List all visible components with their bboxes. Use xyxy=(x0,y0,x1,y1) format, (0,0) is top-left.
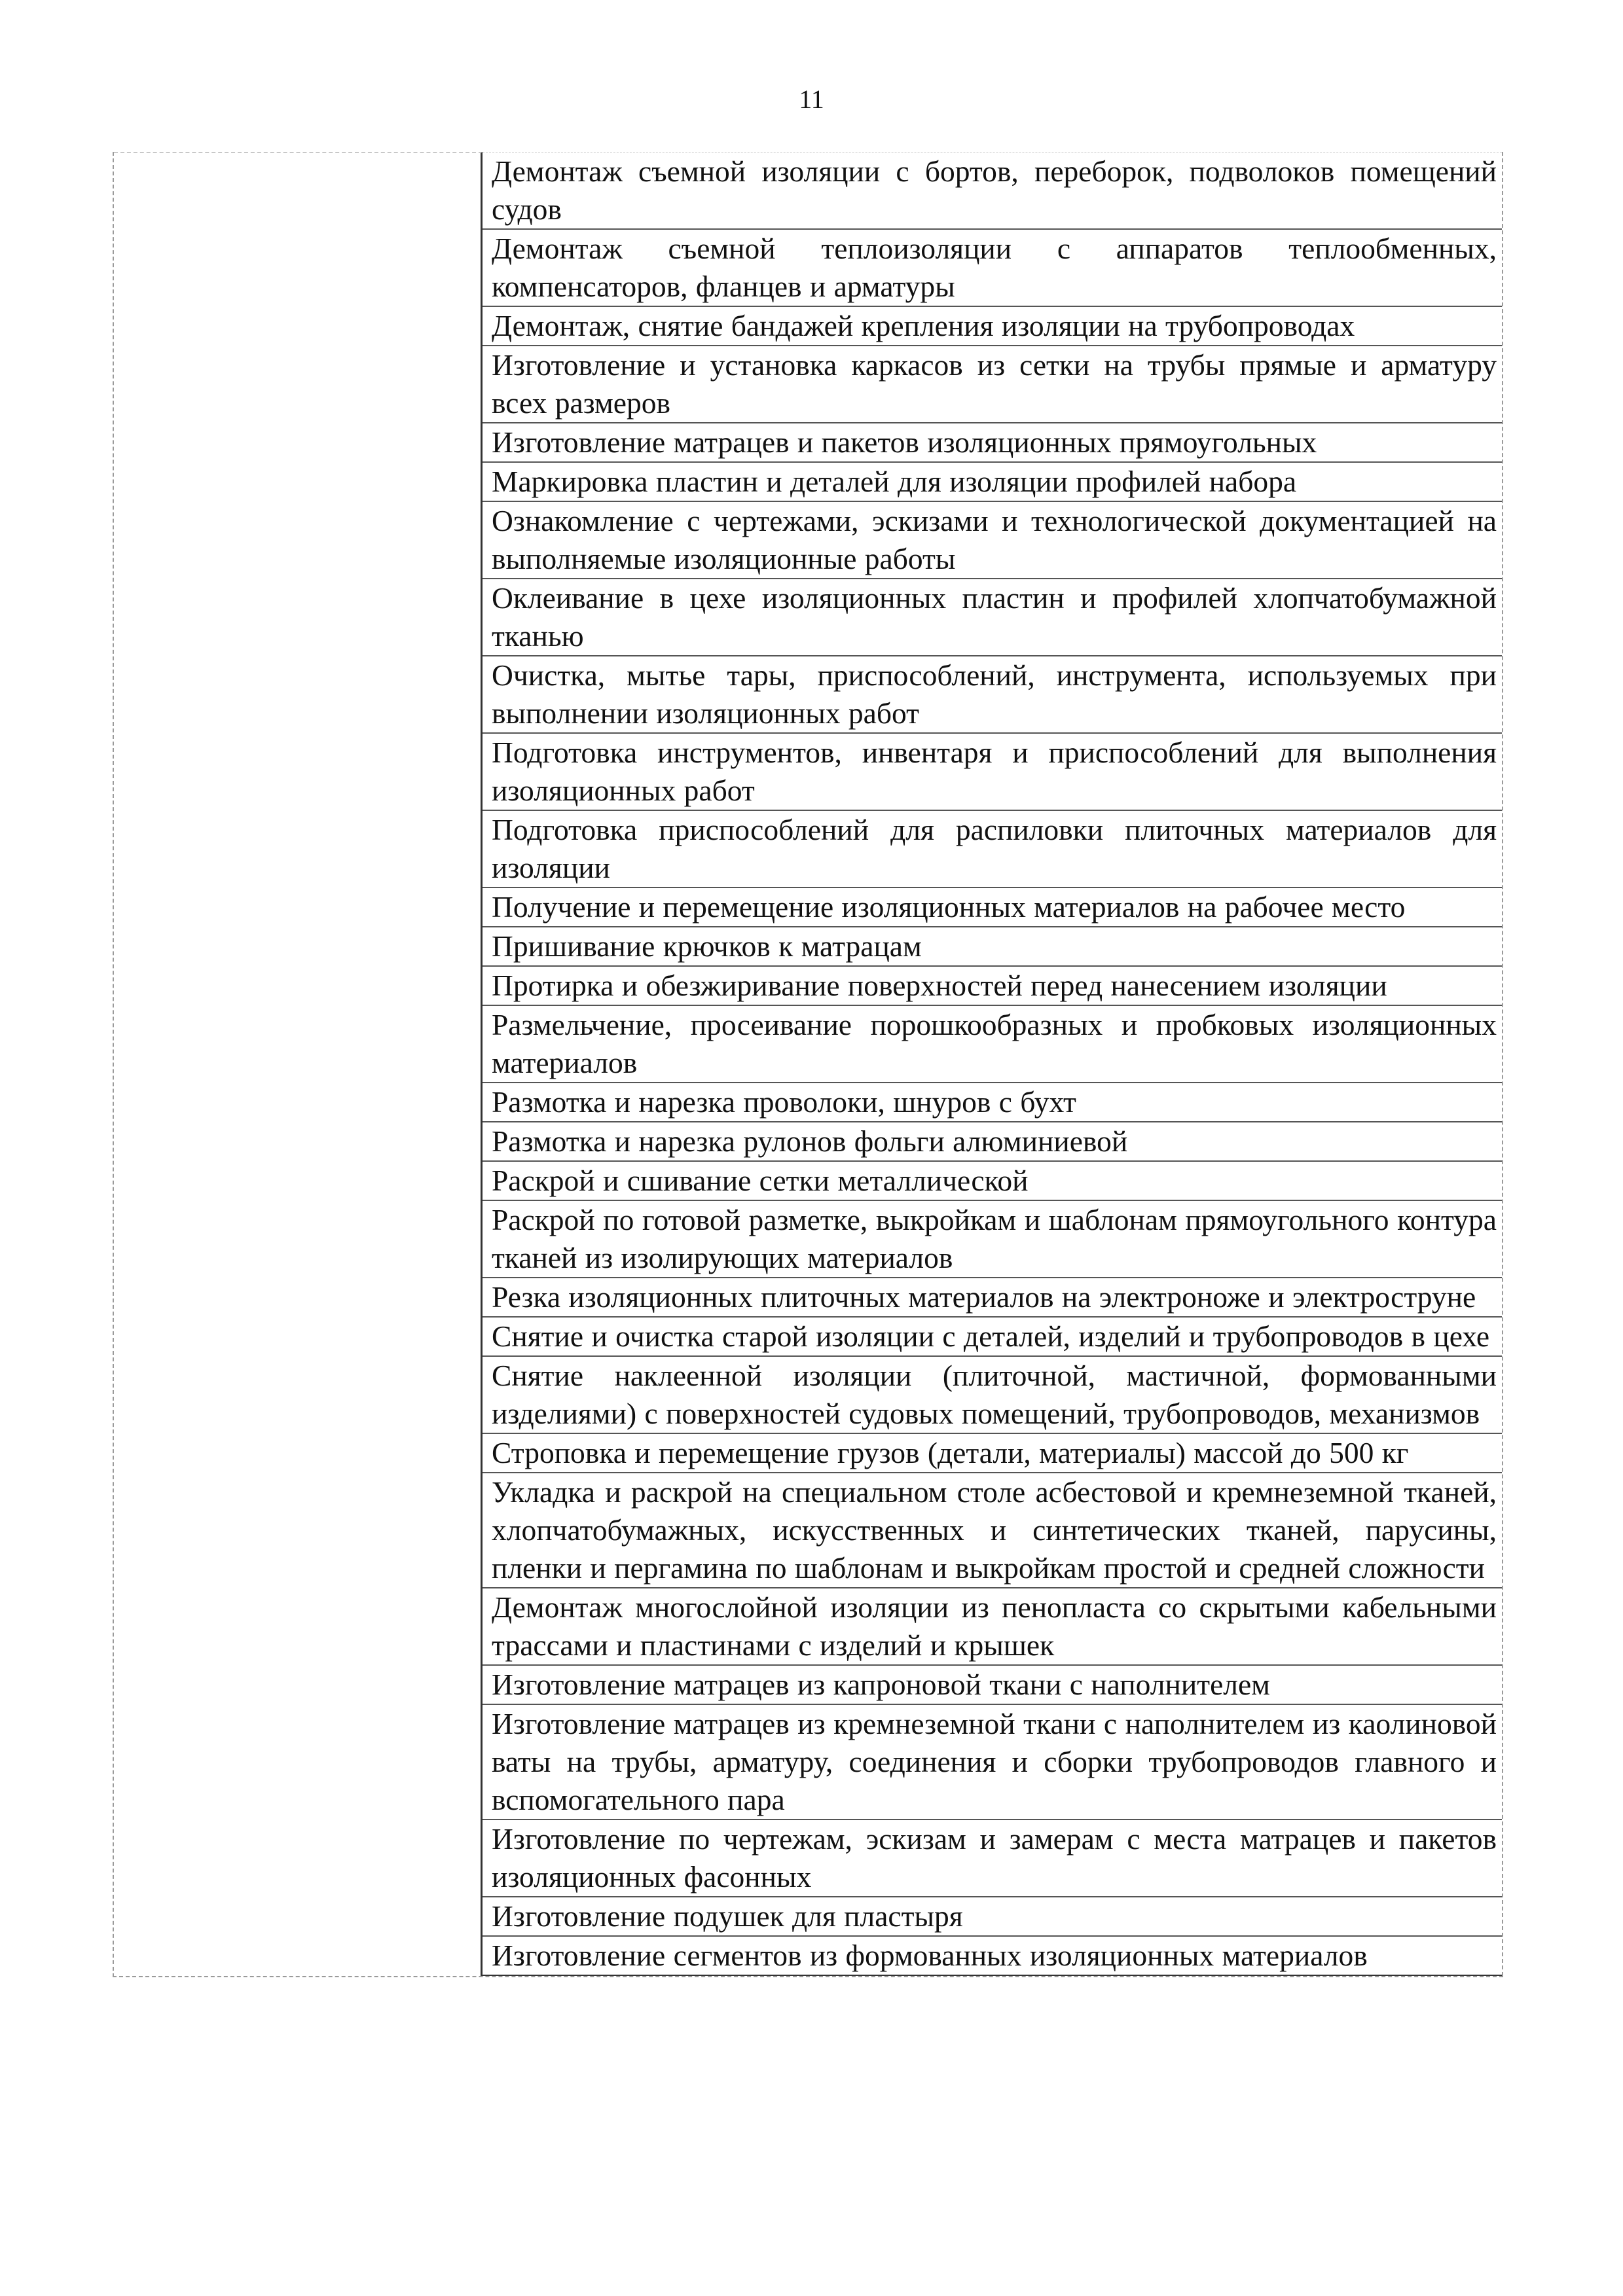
table-row: Оклеивание в цехе изоляционных пластин и профилей хлопчатобумажной тканью xyxy=(483,579,1502,656)
table-row: Демонтаж многослойной изоляции из пенопласта со скрытыми кабельными трассами и пластинами с изделий и крышек xyxy=(483,1588,1502,1666)
table-row: Изготовление сегментов из формованных изоляционных материалов xyxy=(483,1937,1502,1976)
page-number: 11 xyxy=(799,84,824,114)
table-row: Снятие наклеенной изоляции (плиточной, мастичной, формованными изделиями) с поверхностей судовых помещений, трубопроводов, механизмов xyxy=(483,1357,1502,1434)
table-row: Резка изоляционных плиточных материалов на электроноже и электроструне xyxy=(483,1278,1502,1318)
table-row: Укладка и раскрой на специальном столе асбестовой и кремнеземной тканей, хлопчатобумажных, искусственных и синтетических тканей, парусины, пленки и пергамина по шаблонам и выкройкам простой и средней сложности xyxy=(483,1473,1502,1588)
table-row: Демонтаж, снятие бандажей крепления изоляции на трубопроводах xyxy=(483,307,1502,346)
table-row: Изготовление и установка каркасов из сетки на трубы прямые и арматуру всех размеров xyxy=(483,346,1502,423)
table-row: Изготовление матрацев и пакетов изоляционных прямоугольных xyxy=(483,423,1502,463)
table-row: Изготовление матрацев из капроновой ткани с наполнителем xyxy=(483,1666,1502,1705)
table-row: Демонтаж съемной теплоизоляции с аппаратов теплообменных, компенсаторов, фланцев и арматуры xyxy=(483,230,1502,307)
table-row: Подготовка инструментов, инвентаря и приспособлений для выполнения изоляционных работ xyxy=(483,734,1502,811)
table-row: Пришивание крючков к матрацам xyxy=(483,927,1502,967)
table-row: Раскрой и сшивание сетки металлической xyxy=(483,1162,1502,1201)
table-row: Маркировка пластин и деталей для изоляции профилей набора xyxy=(483,463,1502,502)
table-row: Снятие и очистка старой изоляции с деталей, изделий и трубопроводов в цехе xyxy=(483,1318,1502,1357)
table-row: Размотка и нарезка проволоки, шнуров с бухт xyxy=(483,1083,1502,1122)
table-row: Изготовление подушек для пластыря xyxy=(483,1897,1502,1937)
table-row: Размельчение, просеивание порошкообразных и пробковых изоляционных материалов xyxy=(483,1006,1502,1083)
table-row: Изготовление матрацев из кремнеземной ткани с наполнителем из каолиновой ваты на трубы, арматуру, соединения и сборки трубопроводов главного и вспомогательного пара xyxy=(483,1705,1502,1820)
table-row: Изготовление по чертежам, эскизам и замерам с места матрацев и пакетов изоляционных фасонных xyxy=(483,1820,1502,1897)
work-table xyxy=(113,152,1503,1977)
table-row: Подготовка приспособлений для распиловки плиточных материалов для изоляции xyxy=(483,811,1502,888)
table-row: Строповка и перемещение грузов (детали, материалы) массой до 500 кг xyxy=(483,1434,1502,1473)
empty-left-column xyxy=(114,152,483,1976)
table-row: Протирка и обезжиривание поверхностей перед нанесением изоляции xyxy=(483,967,1502,1006)
table-row: Получение и перемещение изоляционных материалов на рабочее место xyxy=(483,888,1502,927)
table-row: Раскрой по готовой разметке, выкройкам и шаблонам прямоугольного контура тканей из изолирующих материалов xyxy=(483,1201,1502,1278)
table-row: Очистка, мытье тары, приспособлений, инструмента, используемых при выполнении изоляционных работ xyxy=(483,656,1502,734)
table-row: Размотка и нарезка рулонов фольги алюминиевой xyxy=(483,1122,1502,1162)
table-row: Демонтаж съемной изоляции с бортов, переборок, подволоков помещений судов xyxy=(483,152,1502,230)
table-row: Ознакомление с чертежами, эскизами и технологической документацией на выполняемые изоляционные работы xyxy=(483,502,1502,579)
work-list-column xyxy=(483,152,1503,1976)
